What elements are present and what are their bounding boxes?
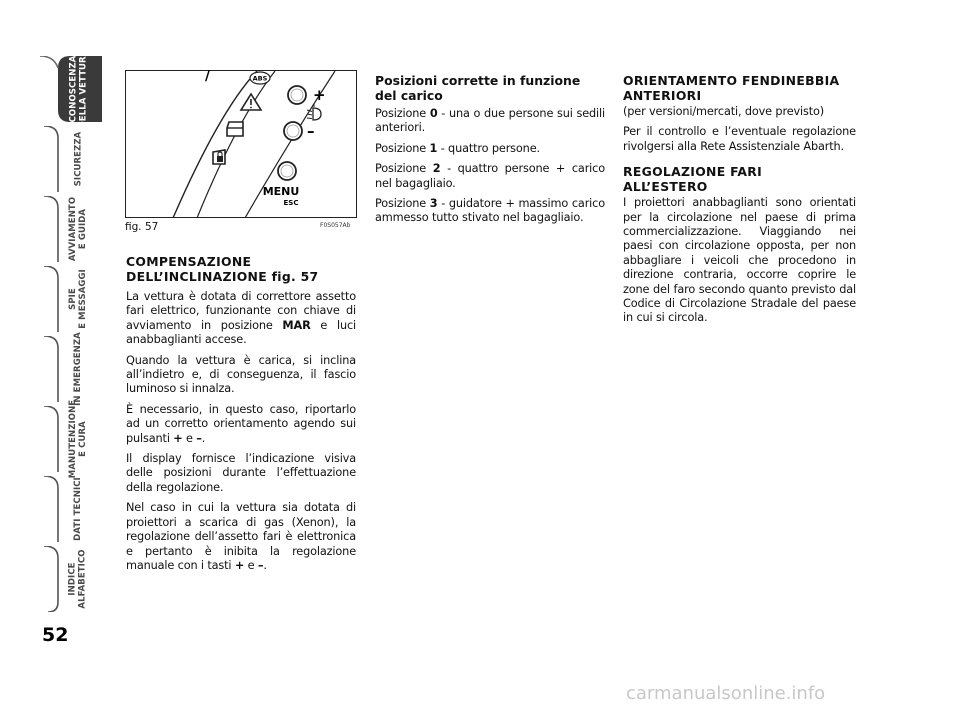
tab-manutenzione[interactable] <box>40 399 102 479</box>
svg-text:–: – <box>307 122 315 140</box>
tab-avviamento[interactable] <box>40 196 102 262</box>
figure-dashboard-controls <box>125 70 357 218</box>
section-heading: ORIENTAMENTO FENDINEBBIA ANTERIORI <box>623 73 840 103</box>
tab-label: CONOSCENZA DELLA VETTURA <box>68 49 89 129</box>
column-right <box>623 73 856 332</box>
tab-dati-tecnici[interactable] <box>40 476 102 542</box>
paragraph: Per il controllo e l’eventuale regolazione rivolgersi alla Rete Assistenziale Abarth. <box>623 125 856 153</box>
list-item: Posizione 0 - una o due persone sui sedili anteriori. <box>375 107 606 135</box>
figure-code: F0S057Ab <box>320 222 351 229</box>
tab-emergenza[interactable] <box>40 332 102 406</box>
paragraph-sub: (per versioni/mercati, dove previsto) <box>623 105 825 118</box>
paragraph: Quando la vettura è carica, si inclina all’indietro e, di conseguenza, il fascio luminoso si innalza. <box>126 353 356 396</box>
list-item: Posizione 3 - guidatore + massimo carico ammesso tutto stivato nel bagagliaio. <box>375 197 605 225</box>
watermark: carmanualsonline.info <box>626 683 826 704</box>
abs-badge <box>250 72 270 84</box>
tab-conoscenza[interactable] <box>40 49 102 129</box>
figure-caption: fig. 57 <box>125 221 159 233</box>
tab-label: INDICE ALFABETICO <box>68 549 88 609</box>
section-heading: COMPENSAZIONE DELL’INCLINAZIONE fig. 57 <box>126 254 319 284</box>
paragraph: È necessario, in questo caso, riportarlo ad un corretto orientamento agendo sui pulsanti + e –. <box>126 402 356 445</box>
tab-label: SPIE E MESSAGGI <box>68 269 88 329</box>
list-item: Posizione 2 - quattro persone + carico nel bagagliaio. <box>375 162 605 190</box>
tab-indice[interactable] <box>40 546 102 612</box>
page-number: 52 <box>42 624 69 646</box>
paragraph: Il display fornisce l’indicazione visiva delle posizioni durante l’effettuazione della regolazione. <box>126 452 356 494</box>
door-open-icon <box>227 122 243 136</box>
tab-sicurezza[interactable] <box>40 126 102 192</box>
svg-text:+: + <box>313 86 326 104</box>
svg-text:ABS: ABS <box>252 74 268 83</box>
column-middle <box>375 73 605 232</box>
tab-label: IN EMERGENZA <box>73 332 84 406</box>
section-heading: REGOLAZIONE FARI ALL’ESTERO <box>623 164 763 195</box>
tab-label: AVVIAMENTO E GUIDA <box>68 196 88 262</box>
column-left <box>126 254 356 579</box>
list-item: Posizione 1 - quattro persone. <box>375 141 540 155</box>
paragraph: La vettura è dotata di correttore assetto fari elettrico, funzionante con chiave di avviamento in posizione MAR e luci anabbaglianti accese. <box>126 290 357 347</box>
lock-icon <box>213 150 225 164</box>
paragraph: Nel caso in cui la vettura sia dotata di proiettori a scarica di gas (Xenon), la regolazione dell’assetto fari è elettronica e pertanto è inibita la regolazione manuale con i tasti + e –. <box>126 501 356 572</box>
tab-spie[interactable] <box>40 266 102 332</box>
tab-label: SICUREZZA <box>73 131 83 187</box>
svg-text:/: / <box>205 70 211 84</box>
minus-button[interactable] <box>284 122 315 140</box>
paragraph: I proiettori anabbaglianti sono orientati per la circolazione nel paese di prima commercializzazione. Viaggiando nei paesi con circolazione opposta, per non abbagliare i veicoli che procedono in direzione contraria, occorre coprire le zone del faro secondo quanto previsto dal Codice di Circolazione Stradale del paese in cui si circola. <box>623 196 856 325</box>
svg-text:ESC: ESC <box>283 199 299 207</box>
tab-label: DATI TECNICI <box>73 477 83 541</box>
section-heading: Posizioni corrette in funzione del carico <box>375 73 581 103</box>
tab-label: MANUTENZIONE E CURA <box>68 399 89 479</box>
svg-text:MENU: MENU <box>262 185 300 198</box>
